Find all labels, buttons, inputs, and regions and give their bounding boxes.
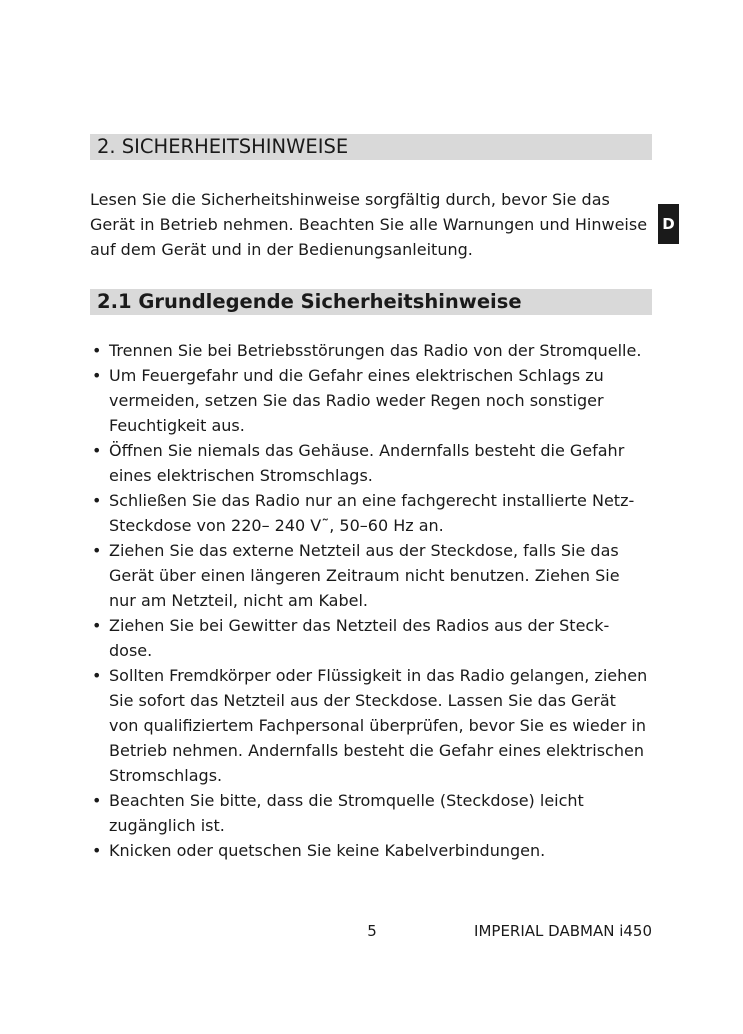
list-item <box>90 338 665 363</box>
list-item <box>90 838 665 863</box>
bullet-line: Steckdose von 220– 240 V˜, 50–60 Hz an. <box>109 516 444 535</box>
bullet-line: vermeiden, setzen Sie das Radio weder Regen noch sonstiger <box>109 391 604 410</box>
bullet-line: Gerät über einen längeren Zeitraum nicht benutzen. Ziehen Sie <box>109 566 620 585</box>
bullet-icon: • <box>92 441 102 460</box>
bullet-line: von qualifiziertem Fachpersonal überprüfen, bevor Sie es wieder in <box>109 716 646 735</box>
intro-line: Lesen Sie die Sicherheitshinweise sorgfältig durch, bevor Sie das <box>90 190 610 209</box>
intro-paragraph <box>90 187 670 262</box>
bullet-line: Knicken oder quetschen Sie keine Kabelverbindungen. <box>109 841 546 860</box>
bullet-line: nur am Netzteil, nicht am Kabel. <box>109 591 368 610</box>
bullet-line: zugänglich ist. <box>109 816 225 835</box>
safety-bullet-list <box>90 338 665 863</box>
bullet-line: Schließen Sie das Radio nur an eine fachgerecht installierte Netz- <box>109 491 635 510</box>
list-item <box>90 363 665 438</box>
bullet-icon: • <box>92 491 102 510</box>
bullet-icon: • <box>92 791 102 810</box>
bullet-line: Betrieb nehmen. Andernfalls besteht die Gefahr eines elektrischen <box>109 741 644 760</box>
bullet-line: Beachten Sie bitte, dass die Stromquelle (Steckdose) leicht <box>109 791 584 810</box>
list-item <box>90 613 665 663</box>
bullet-line: eines elektrischen Stromschlags. <box>109 466 373 485</box>
bullet-icon: • <box>92 341 102 360</box>
bullet-icon: • <box>92 841 102 860</box>
bullet-icon: • <box>92 666 102 685</box>
subsection-heading: 2.1 Grundlegende Sicherheitshinweise <box>90 289 652 315</box>
bullet-line: Sie sofort das Netzteil aus der Steckdose. Lassen Sie das Gerät <box>109 691 616 710</box>
page-number: 5 <box>367 922 377 940</box>
bullet-line: dose. <box>109 641 153 660</box>
language-tab: D <box>658 204 679 244</box>
bullet-icon: • <box>92 366 102 385</box>
bullet-line: Öffnen Sie niemals das Gehäuse. Andernfalls besteht die Gefahr <box>109 441 625 460</box>
list-item <box>90 663 665 788</box>
list-item <box>90 788 665 838</box>
bullet-line: Feuchtigkeit aus. <box>109 416 245 435</box>
model-name: IMPERIAL DABMAN i450 <box>474 922 652 940</box>
bullet-line: Ziehen Sie bei Gewitter das Netzteil des Radios aus der Steck- <box>109 616 610 635</box>
list-item <box>90 488 665 538</box>
bullet-line: Sollten Fremdkörper oder Flüssigkeit in das Radio gelangen, ziehen <box>109 666 648 685</box>
bullet-icon: • <box>92 616 102 635</box>
list-item <box>90 438 665 488</box>
list-item <box>90 538 665 613</box>
bullet-line: Ziehen Sie das externe Netzteil aus der Steckdose, falls Sie das <box>109 541 619 560</box>
bullet-line: Um Feuergefahr und die Gefahr eines elektrischen Schlags zu <box>109 366 604 385</box>
bullet-icon: • <box>92 541 102 560</box>
bullet-line: Stromschlags. <box>109 766 223 785</box>
bullet-line: Trennen Sie bei Betriebsstörungen das Radio von der Stromquelle. <box>109 341 642 360</box>
intro-line: auf dem Gerät und in der Bedienungsanleitung. <box>90 240 473 259</box>
intro-line: Gerät in Betrieb nehmen. Beachten Sie alle Warnungen und Hinweise <box>90 215 648 234</box>
section-heading: 2. SICHERHEITSHINWEISE <box>90 134 652 160</box>
